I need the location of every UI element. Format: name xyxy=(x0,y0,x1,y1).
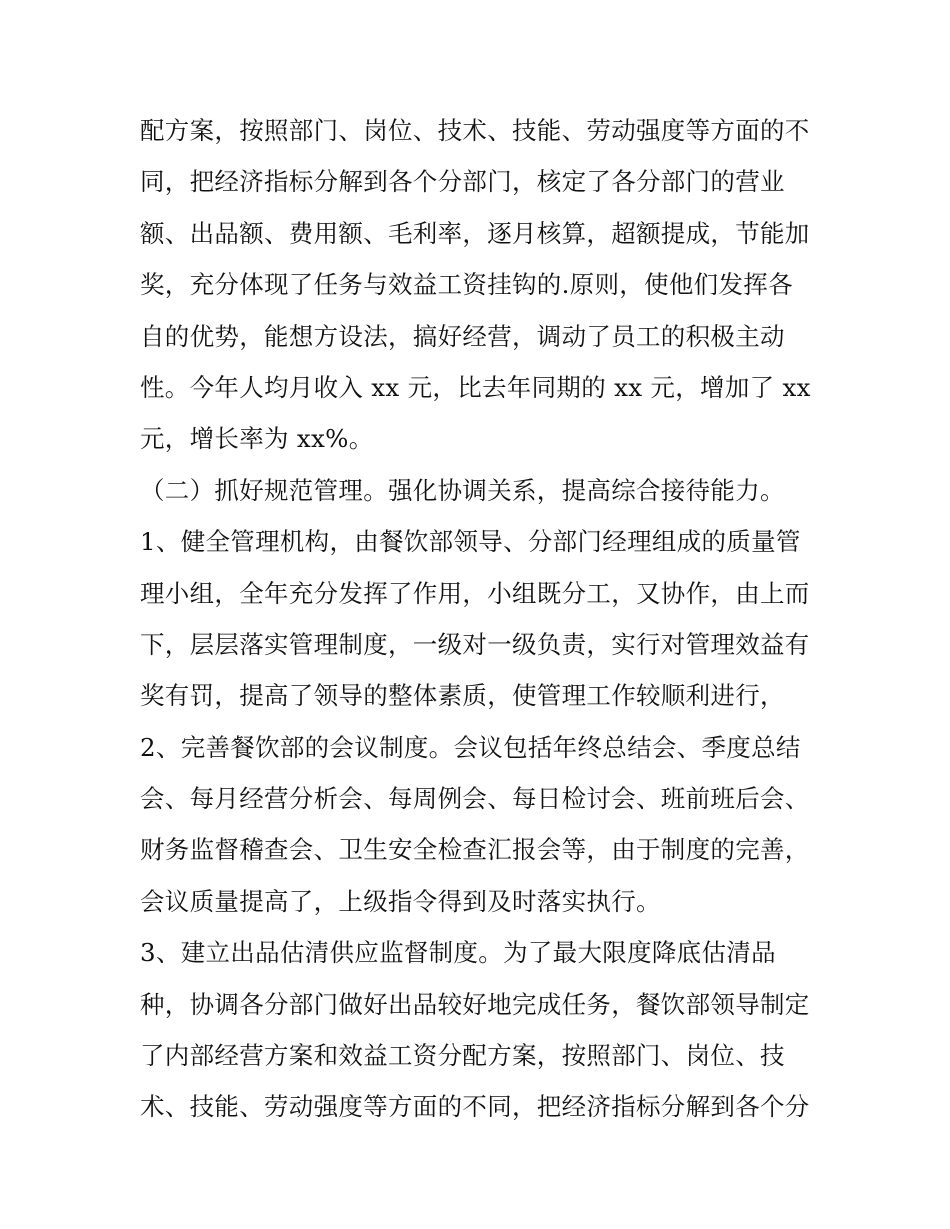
text-line: 了内部经营方案和效益工资分配方案，按照部门、岗位、技 xyxy=(140,1041,785,1071)
text-line: 种，协调各分部门做好出品较好地完成任务，餐饮部领导制定 xyxy=(140,989,810,1019)
text-line: 理小组，全年充分发挥了作用，小组既分工，又协作，由上而 xyxy=(140,578,810,608)
section-heading: （二）抓好规范管理。强化协调关系，提高综合接待能力。 xyxy=(140,475,785,505)
text-line: 同，把经济指标分解到各个分部门，核定了各分部门的营业 xyxy=(140,167,785,197)
text-line: 财务监督稽查会、卫生安全检查汇报会等，由于制度的完善， xyxy=(140,835,810,865)
text-line: 会、每月经营分析会、每周例会、每日检讨会、班前班后会、 xyxy=(140,784,810,814)
text-line: 会议质量提高了，上级指令得到及时落实执行。 xyxy=(140,886,661,916)
numbered-item-1: 1、健全管理机构，由餐饮部领导、分部门经理组成的质量管 xyxy=(140,527,801,557)
numbered-item-3: 3、建立出品估清供应监督制度。为了最大限度降底估清品 xyxy=(140,938,776,968)
text-line: 自的优势，能想方设法，搞好经营，调动了员工的积极主动 xyxy=(140,321,785,351)
text-line: 性。今年人均月收入 xx 元，比去年同期的 xx 元，增加了 xx xyxy=(140,372,811,402)
body-text xyxy=(140,105,830,1133)
text-line: 下，层层落实管理制度，一级对一级负责，实行对管理效益有 xyxy=(140,629,810,659)
numbered-item-2: 2、完善餐饮部的会议制度。会议包括年终总结会、季度总结 xyxy=(140,732,801,762)
text-line: 奖有罚，提高了领导的整体素质，使管理工作较顺利进行， xyxy=(140,681,785,711)
text-line: 术、技能、劳动强度等方面的不同，把经济指标分解到各个分 xyxy=(140,1092,810,1122)
text-line: 奖，充分体现了任务与效益工资挂钩的.原则，使他们发挥各 xyxy=(140,270,793,300)
text-line: 元，增长率为 xx%。 xyxy=(140,424,374,454)
text-line: 额、出品额、费用额、毛利率，逐月核算，超额提成，节能加 xyxy=(140,218,810,248)
text-line: 配方案，按照部门、岗位、技术、技能、劳动强度等方面的不 xyxy=(140,116,810,145)
